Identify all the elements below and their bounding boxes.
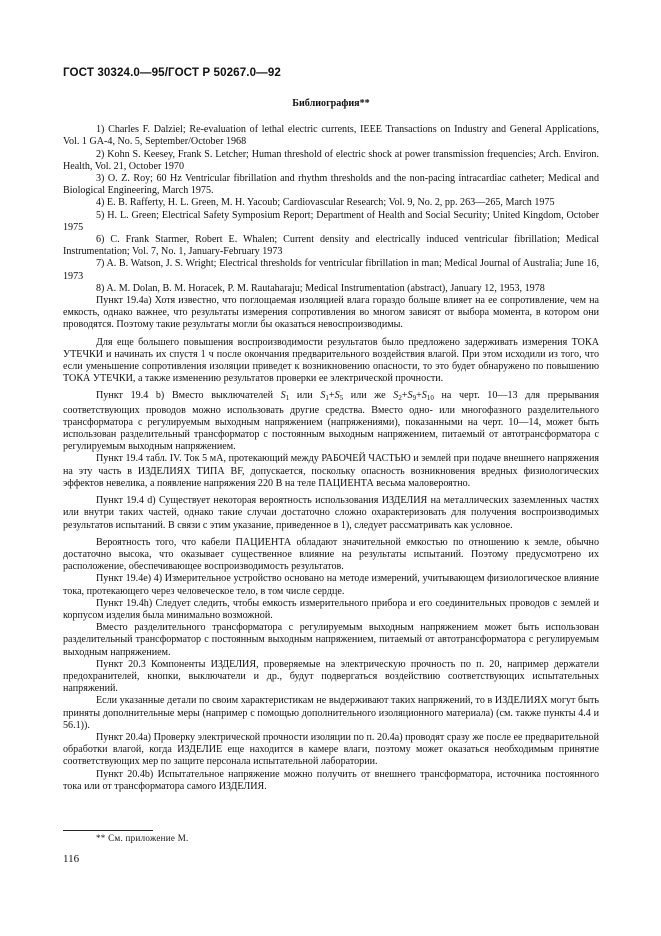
reference-7: 7) A. B. Watson, J. S. Wright; Electrical thresholds for ventricular fibrillation in man; Medical Journal of Australia; June 16, 1973 xyxy=(63,258,599,282)
reference-6: 6) C. Frank Starmer, Robert E. Whalen; Current density and electrically induced ventricular fibrillation; Medical Instrumentation; Vol. 7, No. 1, January-February 1973 xyxy=(63,234,599,258)
paragraph-20-4b: Пункт 20.4b) Испытательное напряжение можно получить от внешнего трансформатора, источника постоянного тока или от трансформатора самого ИЗДЕЛИЯ. xyxy=(63,768,599,792)
document-body xyxy=(63,98,599,793)
paragraph-19-4b: Пункт 19.4 b) Вместо выключателей $S_1$ или $S_1+S_5$ или же $S_2+S_9+S_{10}$ на черт. 10—13 для прерывания соответствующих проводов можно использовать другие средства. Вместо одно- или многофазного разделительного трансформатора с регулируемым выходным напряжением (напряжениями), показанными на черт. 10—14, может быть использован разделительный трансформатор с постоянным выходным напряжением, питаемый от автотрансформатора с регулируемым выходным напряжением. xyxy=(63,390,600,453)
reference-4: 4) E. B. Rafferty, H. L. Green, M. H. Yacoub; Cardiovascular Research; Vol. 9, No. 2, pp. 263—265, March 1975 xyxy=(96,197,555,209)
paragraph-19-4h: Пункт 19.4h) Следует следить, чтобы емкость измерительного прибора и его соединительных проводов с землей и корпусом изделия была минимально возможной. xyxy=(63,597,599,621)
paragraph-additional-measures: Если указанные детали по своим характеристикам не выдерживают таких напряжений, то в ИЗДЕЛИЯХ могут быть приняты дополнительные меры (например с помощью дополнительного изоляционного материала) (см. также пункты 4.4 и 56.1)). xyxy=(63,695,599,731)
paragraph-19-4e: Пункт 19.4е) 4) Измерительное устройство основано на методе измерений, учитывающем физиологическое влияние тока, протекающего через человеческое тело, в том числе сердце. xyxy=(63,573,599,597)
paragraph-19-4d: Пункт 19.4 d) Существует некоторая вероятность использования ИЗДЕЛИЯ на металлических заземленных частях или внутри таких частей, однако такие случаи достаточно сложно охарактеризовать для получения воспроизводимых результатов испытаний. В связи с этим указание, приведенное в 1), следует рассматривать как условное. xyxy=(63,495,599,531)
bibliography-title: Библиография** xyxy=(292,98,370,109)
document-header: ГОСТ 30324.0—95/ГОСТ Р 50267.0—92 xyxy=(63,66,281,79)
paragraph-patient-cables: Вероятность того, что кабели ПАЦИЕНТА обладают значительной емкостью по отношению к земле, обычно достаточно высока, что оказывает существенное влияние на результаты испытаний. Поэтому предусмотрено их расположение, обеспечивающее воспроизводимость результатов. xyxy=(63,536,599,573)
reference-1: 1) Charles F. Dalziel; Re-evaluation of lethal electric currents, IEEE Transactions on Industry and General Applications, Vol. 1 GA-4, No. 5, September/October 1968 xyxy=(63,124,599,148)
reference-3: 3) O. Z. Roy; 60 Hz Ventricular fibrillation and rhythm thresholds and the non-pacing intracardiac catheter; Medical and Biological Engineering, March 1975. xyxy=(63,173,599,197)
reference-2: 2) Kohn S. Keesey, Frank S. Letcher; Human threshold of electric shock at power transmission frequencies; Arch. Environ. Health, Vol. 21, October 1970 xyxy=(63,148,599,172)
footnote: ** См. приложение М. xyxy=(96,833,189,843)
paragraph-20-3: Пункт 20.3 Компоненты ИЗДЕЛИЯ, проверяемые на электрическую прочность по п. 20, например держатели предохранителей, кнопки, выключатели и др., будут подвергаться воздействию соответствующих испытательных напряжений. xyxy=(63,658,599,695)
reference-list xyxy=(63,124,599,295)
paragraph-transformer: Вместо разделительного трансформатора с регулируемым выходным напряжением может быть использован разделительный трансформатор с постоянным выходным напряжением, питаемый от автотрансформатора с регулируемым выходным напряжением. xyxy=(63,622,599,658)
paragraph-leakage-current: Для еще большего повышения воспроизводимости результатов было предложено задерживать измерения ТОКА УТЕЧКИ и начинать их спустя 1 ч после окончания предварительного воздействия влагой. При этом исходили из того, что если уменьшение сопротивления изоляции приведет к возникновению опасности, то это будет обнаружено по повышению ТОКА УТЕЧКИ, а также изменению результатов проверки ее электрической прочности. xyxy=(63,336,599,385)
footnote-divider xyxy=(63,830,153,831)
reference-5: 5) H. L. Green; Electrical Safety Symposium Report; Department of Health and Social Security; United Kingdom, October 1975 xyxy=(63,209,599,233)
paragraph-20-4a: Пункт 20.4а) Проверку электрической прочности изоляции по п. 20.4а) проводят сразу же после ее предварительной обработки влагой, когда ИЗДЕЛИЕ еще находится в камере влаги, поэтому может оказаться необходимым принятие соответствующих мер по защите персонала испытательной лаборатории. xyxy=(63,731,599,768)
paragraph-19-4-table-iv: Пункт 19.4 табл. IV. Ток 5 мА, протекающий между РАБОЧЕЙ ЧАСТЬЮ и землей при подаче внешнего напряжения на эту часть в ИЗДЕЛИЯХ ТИПА BF, допускается, поскольку опасность возникновения вредных физиологических эффектов невелика, а появление напряжения 220 В на теле ПАЦИЕНТА весьма маловероятно. xyxy=(63,453,599,489)
reference-8: 8) A. M. Dolan, B. M. Horacek, P. M. Rautaharaju; Medical Instrumentation (abstract), January 12, 1953, 1978 xyxy=(96,282,545,294)
paragraph-19-4a: Пункт 19.4а) Хотя известно, что поглощаемая изоляцией влага гораздо больше влияет на ее сопротивление, чем на емкость, однако важнее, что результаты измерения сопротивления во многом зависят от выбора момента, в котором они проводятся. Поэтому такие результаты могли бы оказаться невоспроизводимы. xyxy=(63,295,599,331)
page-number: 116 xyxy=(63,853,80,865)
footnote-mark: ** xyxy=(359,98,370,109)
